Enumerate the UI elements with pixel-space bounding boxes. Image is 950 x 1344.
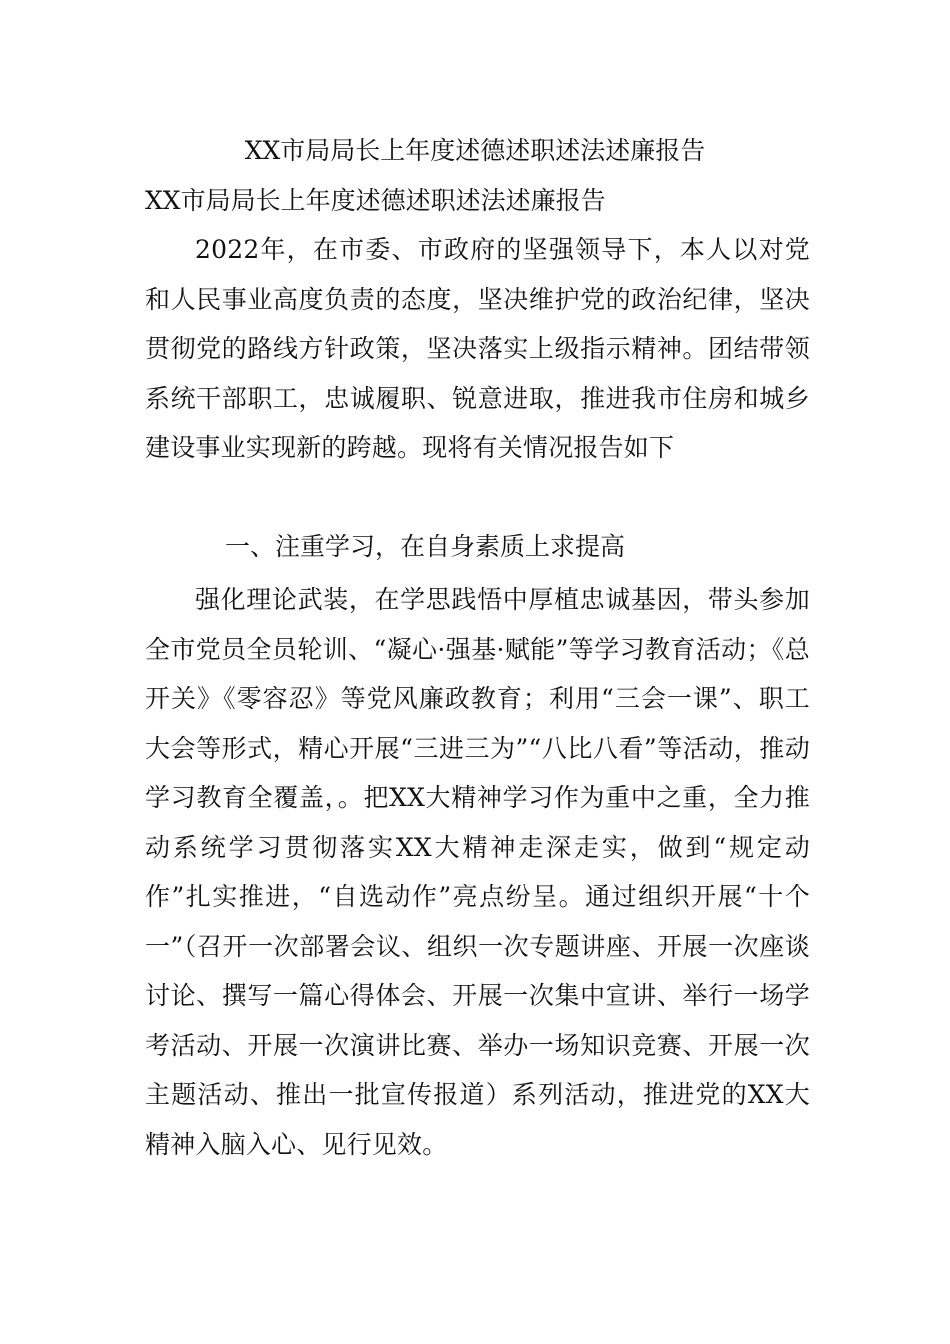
section-1-paragraph: 强化理论武装，在学思践悟中厚植忠诚基因，带头参加全市党员全员轮训、“凝心·强基·赋能”等学习教育活动；《总开关》《零容忍》等党风廉政教育；利用“三会一课”、职工大会等形式，精心开展“三进三为”“八比八看”等活动，推动学习教育全覆盖，。把XX大精神学习作为重中之重，全力推动系统学习贯彻落实XX大精神走深走实，做到“规定动作”扎实推进，“自选动作”亮点纷呈。通过组织开展“十个一”（召开一次部署会议、组织一次专题讲座、开展一次座谈讨论、撰写一篇心得体会、开展一次集中宣讲、举行一场学考活动、开展一次演讲比赛、举办一场知识竞赛、开展一次主题活动、推出一批宣传报道）系列活动，推进党的XX大精神入脑入心、见行见效。 <box>145 585 810 1159</box>
document-title-centered: XX市局局长上年度述德述职述法述廉报告 <box>244 136 706 165</box>
section-heading-1: 一、注重学习，在自身素质上求提高 <box>225 532 626 561</box>
document-title-left: XX市局局长上年度述德述职述法述廉报告 <box>145 186 606 215</box>
intro-paragraph: 2022年，在市委、市政府的坚强领导下，本人以对党和人民事业高度负责的态度，坚决维护党的政治纪律，坚决贯彻党的路线方针政策，坚决落实上级指示精神。团结带领系统干部职工，忠诚履职、锐意进取，推进我市住房和城乡建设事业实现新的跨越。现将有关情况报告如下 <box>145 235 810 462</box>
